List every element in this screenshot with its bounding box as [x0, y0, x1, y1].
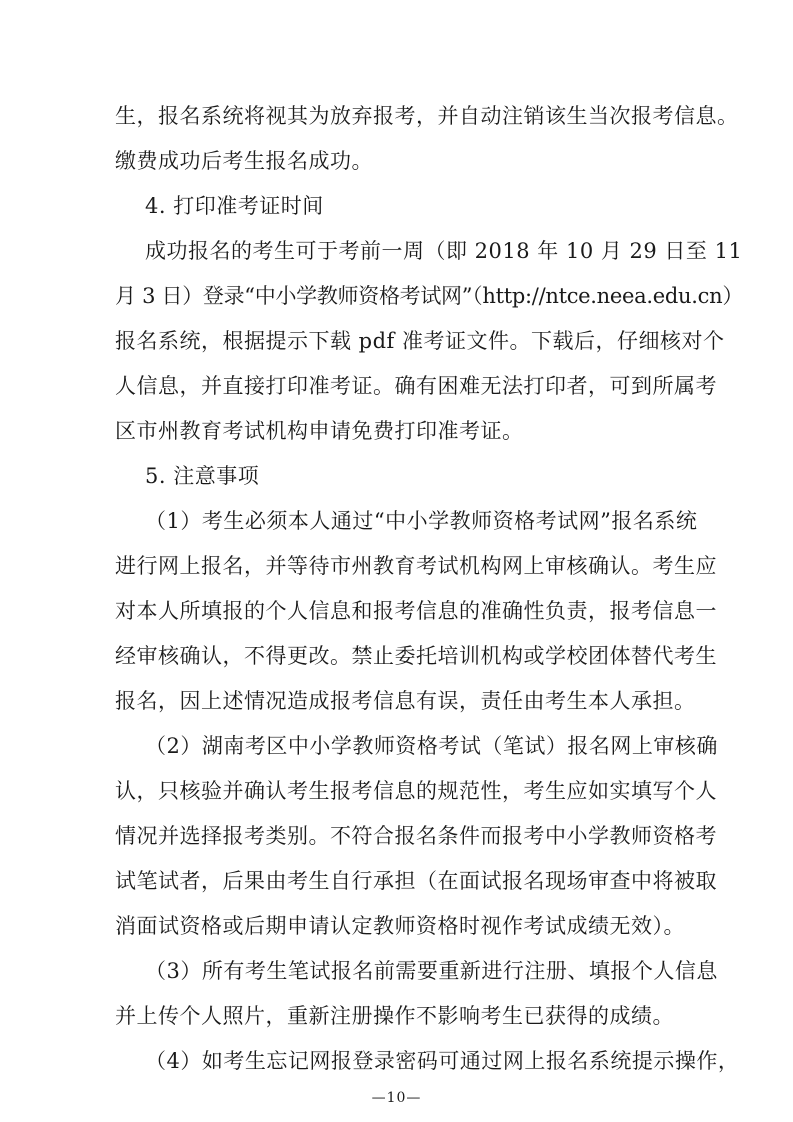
section-heading: 5. 注意事项 — [145, 464, 260, 488]
body-text-line: 报名，因上述情况造成报考信息有误，责任由考生本人承担。 — [115, 689, 696, 713]
body-text-line: 生，报名系统将视其为放弃报考，并自动注销该生当次报考信息。 — [115, 104, 739, 128]
body-text-line: 缴费成功后考生报名成功。 — [115, 149, 373, 173]
body-text-line: 成功报名的考生可于考前一周（即 2018 年 10 月 29 日至 11 — [145, 239, 743, 263]
body-text-line: （2）湖南考区中小学教师资格考试（笔试）报名网上审核确 — [145, 734, 718, 758]
body-text-line: 报名系统，根据提示下载 pdf 准考证文件。下载后，仔细核对个 — [115, 329, 725, 353]
body-text-line: 进行网上报名，并等待市州教育考试机构网上审核确认。考生应 — [115, 554, 717, 578]
body-text-line: 认，只核验并确认考生报考信息的规范性，考生应如实填写个人 — [115, 779, 717, 803]
body-text-line: 区市州教育考试机构申请免费打印准考证。 — [115, 419, 524, 443]
body-text-line: 人信息，并直接打印准考证。确有困难无法打印者，可到所属考 — [115, 374, 717, 398]
body-text-line: 试笔试者，后果由考生自行承担（在面试报名现场审查中将被取 — [115, 869, 717, 893]
body-text-line: 消面试资格或后期申请认定教师资格时视作考试成绩无效）。 — [115, 914, 685, 938]
body-text-line: 对本人所填报的个人信息和报考信息的准确性负责，报考信息一 — [115, 599, 717, 623]
body-text-line: （3）所有考生笔试报名前需要重新进行注册、填报个人信息 — [145, 959, 718, 983]
body-text-line: （1）考生必须本人通过“中小学教师资格考试网”报名系统 — [145, 509, 698, 533]
body-text-line: （4）如考生忘记网报登录密码可通过网上报名系统提示操作， — [145, 1049, 740, 1073]
body-text-line: 情况并选择报考类别。不符合报名条件而报考中小学教师资格考 — [115, 824, 717, 848]
body-text-line: 并上传个人照片，重新注册操作不影响考生已获得的成绩。 — [115, 1004, 674, 1028]
body-text-line: 月 3 日）登录“中小学教师资格考试网”（http://ntce.neea.edu.cn） — [115, 284, 744, 308]
body-text-line: 经审核确认，不得更改。禁止委托培训机构或学校团体替代考生 — [115, 644, 717, 668]
section-heading: 4. 打印准考证时间 — [145, 194, 324, 218]
page-number: —10— — [371, 1090, 422, 1106]
